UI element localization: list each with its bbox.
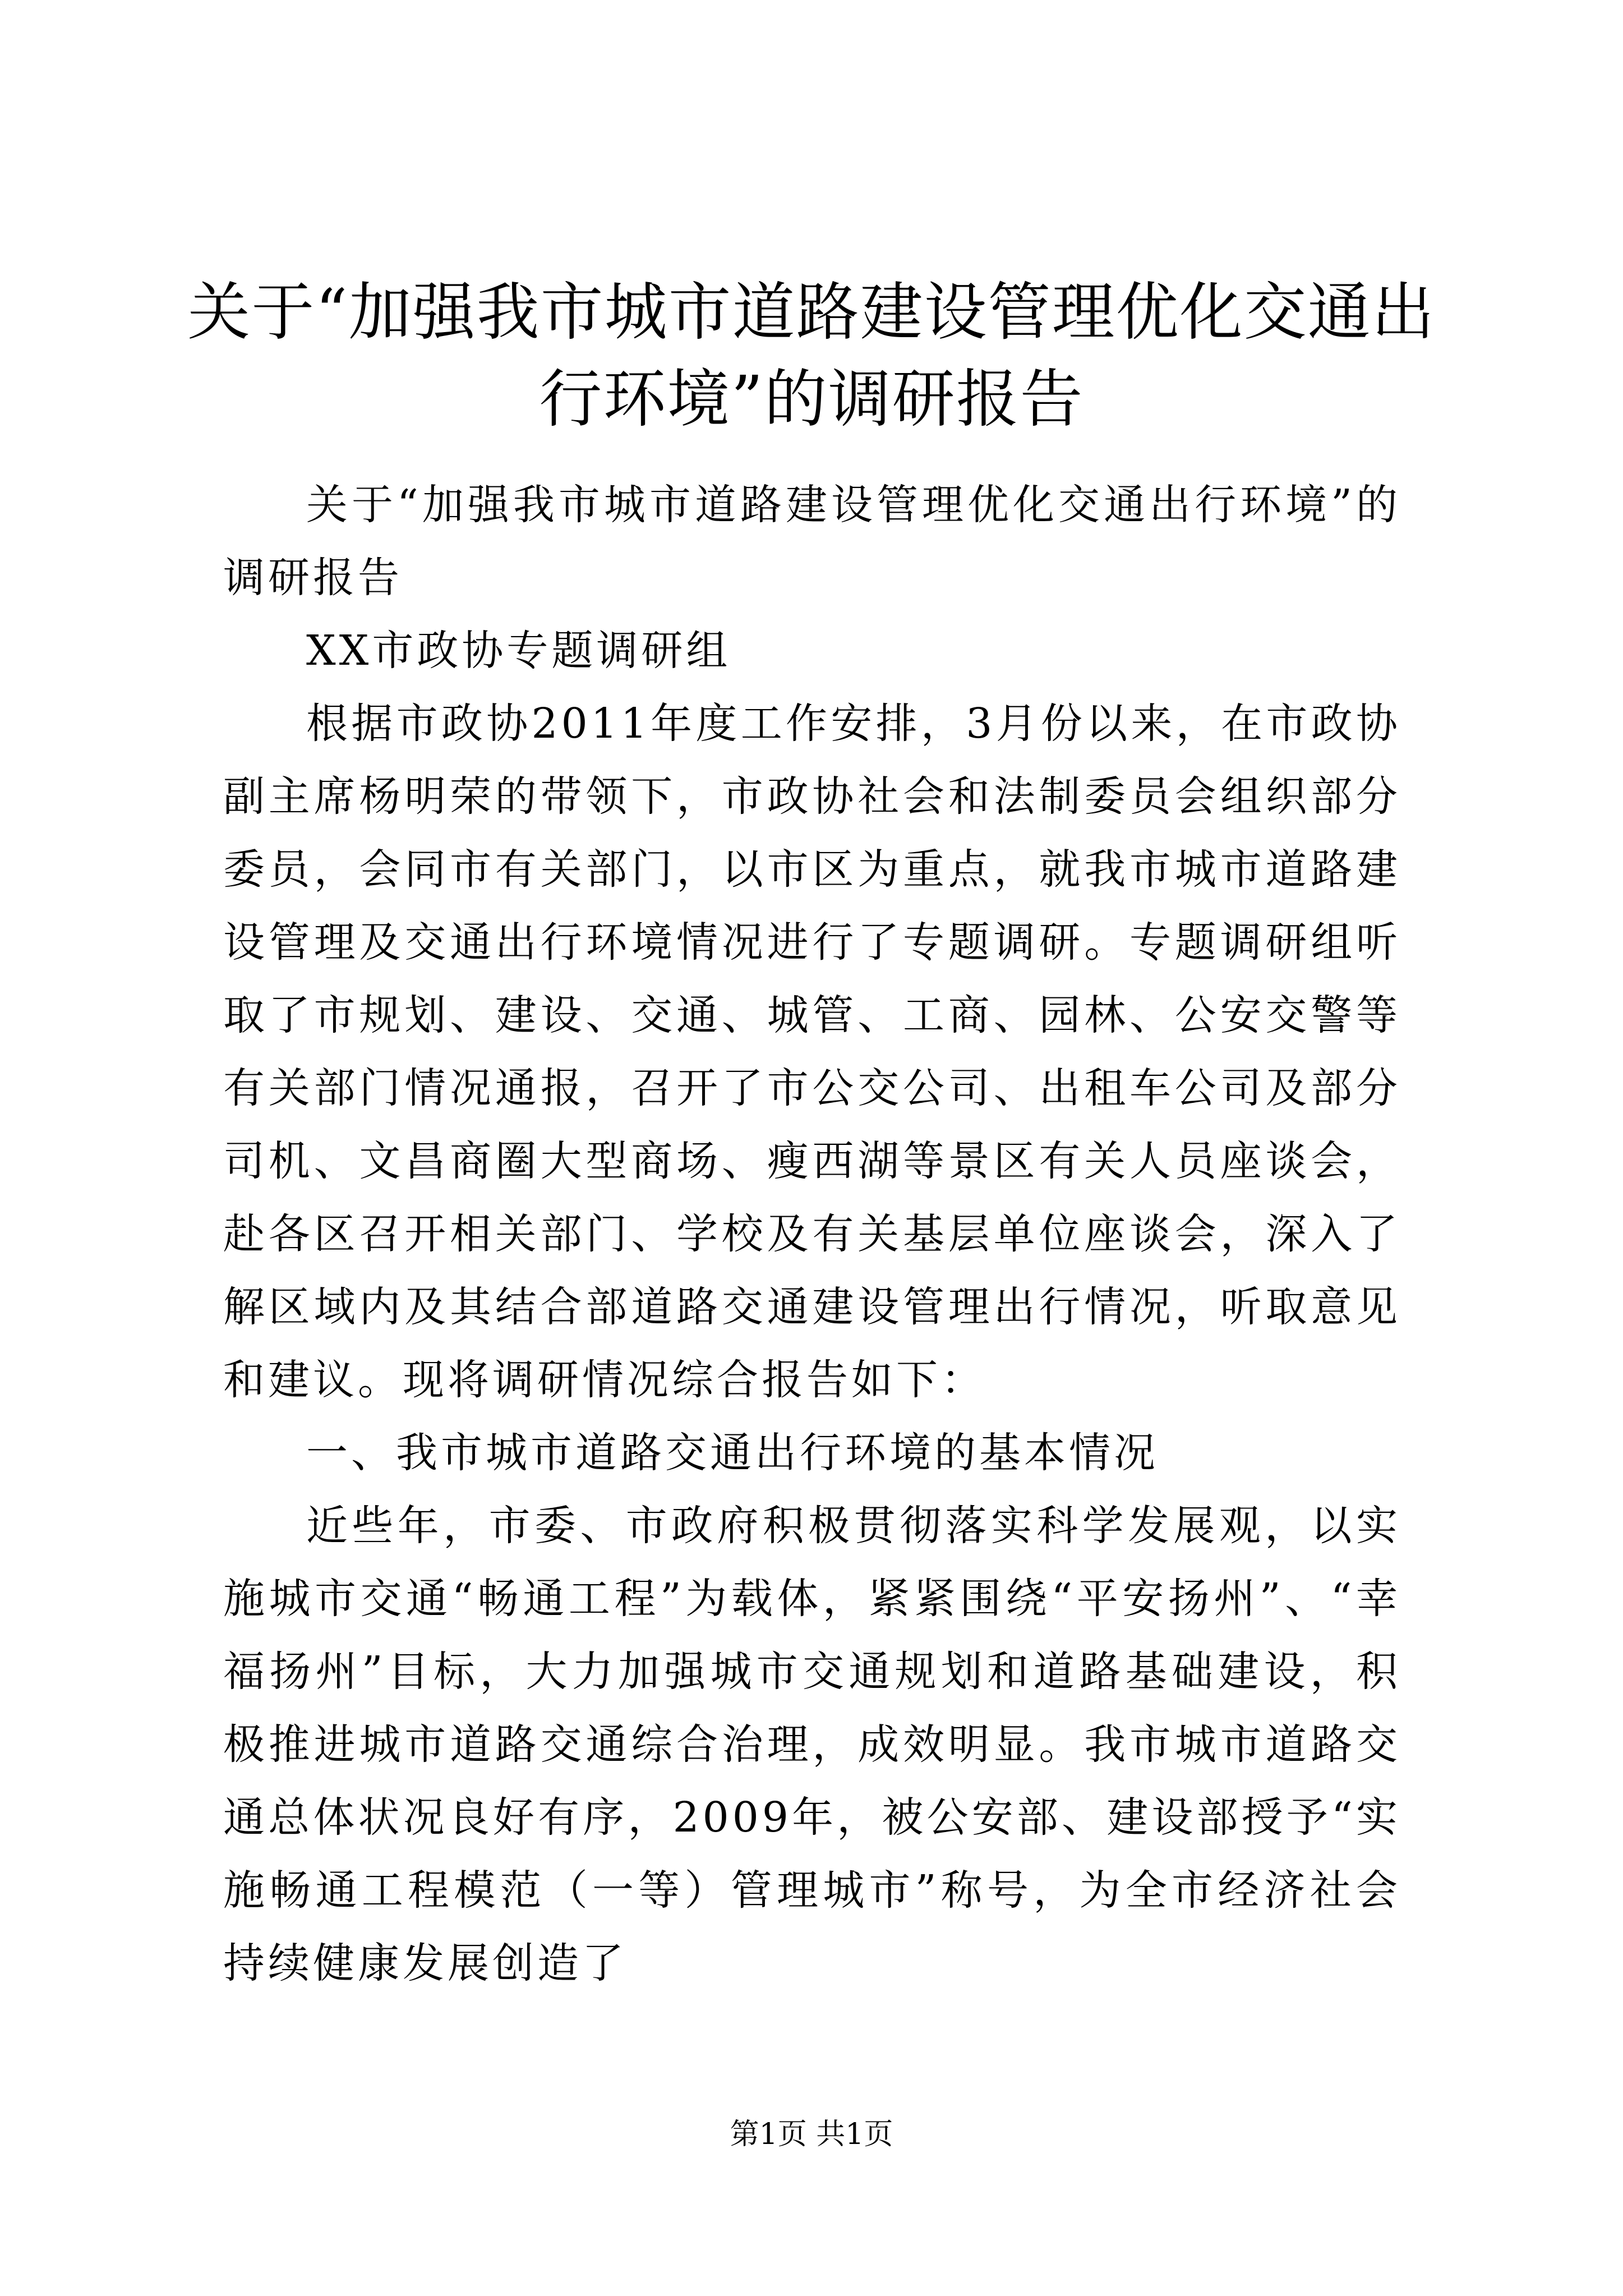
page-number-text: 第1页 共1页 [730, 2118, 893, 2151]
document-body [223, 468, 1401, 2000]
paragraph-title-repeat: 关于“加强我市城市道路建设管理优化交通出行环境”的调研报告 [223, 481, 1401, 602]
page-footer [0, 2115, 1623, 2154]
paragraph-intro: 根据市政协2011年度工作安排，3月份以来，在市政协副主席杨明荣的带领下，市政协社会和法制委员会组织部分委员，会同市有关部门，以市区为重点，就我市城市道路建设管理及交通出行环境情况进行了专题调研。专题调研组听取了市规划、建设、交通、城管、工商、园林、公安交警等有关部门情况通报，召开了市公交公司、出租车公司及部分司机、文昌商圈大型商场、瘦西湖等景区有关人员座谈会，赴各区召开相关部门、学校及有关基层单位座谈会，深入了解区域内及其结合部道路交通建设管理出行情况，听取意见和建议。现将调研情况综合报告如下： [223, 700, 1401, 1404]
paragraph-section-1: 近些年，市委、市政府积极贯彻落实科学发展观，以实施城市交通“畅通工程”为载体，紧紧围绕“平安扬州”、“幸福扬州”目标，大力加强城市交通规划和道路基础建设，积极推进城市道路交通综合治理，成效明显。我市城市道路交通总体状况良好有序，2009年，被公安部、建设部授予“实施畅通工程模范（一等）管理城市”称号，为全市经济社会持续健康发展创造了 [223, 1502, 1401, 1987]
paragraph-author: XX市政协专题调研组 [306, 627, 731, 675]
document-title: 关于“加强我市城市道路建设管理优化交通出行环境”的调研报告 [187, 276, 1436, 436]
section-heading-1: 一、我市城市道路交通出行环境的基本情况 [306, 1429, 1159, 1477]
